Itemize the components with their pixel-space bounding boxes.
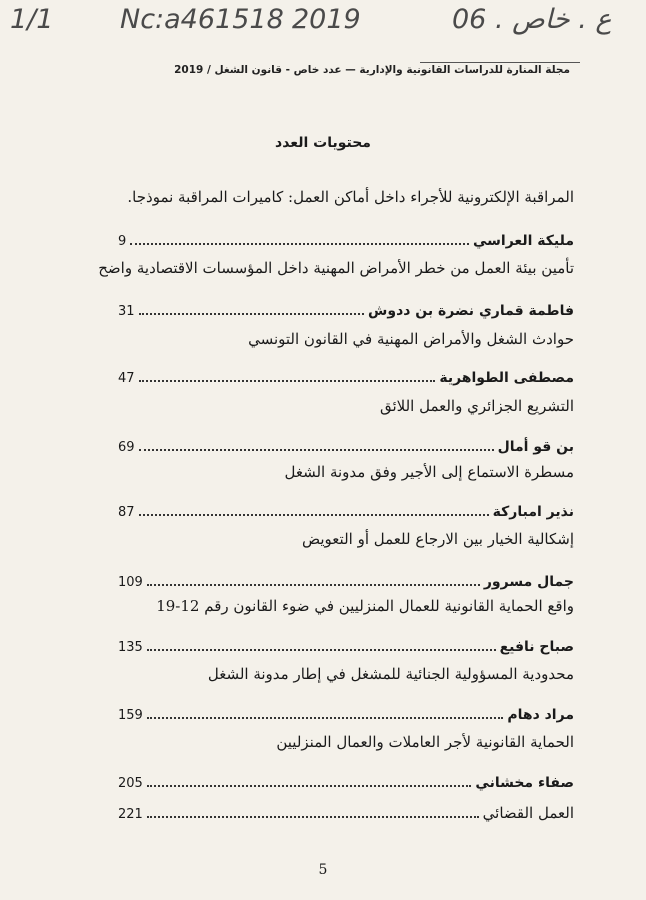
entry-author-line	[118, 430, 574, 454]
handwritten-note: 1/1	[10, 4, 54, 35]
entry-author: نذير امباركة	[492, 504, 574, 520]
entry-author-line	[118, 495, 574, 519]
handwritten-call-number: Nc:a461518	[120, 4, 284, 35]
entry-author-line	[118, 797, 574, 821]
entry-author: صباح نافيع	[499, 639, 574, 655]
entry-author-line	[118, 361, 574, 385]
dot-leader	[147, 816, 479, 818]
entry-title: محدودية المسؤولية الجنائية للمشغل في إطار مدونة الشغل	[207, 665, 574, 683]
entry-author-line	[118, 224, 574, 248]
entry-author: بن قو أمال	[497, 439, 574, 455]
handwritten-year: 2019	[292, 4, 361, 35]
entry-page: 205	[118, 776, 143, 791]
entry-title: واقع الحماية القانونية للعمال المنزليين في ضوء القانون رقم 12-19	[156, 597, 574, 615]
entry-author: جمال مسرور	[483, 574, 574, 590]
entry-page: 159	[118, 708, 143, 723]
dot-leader	[147, 785, 472, 787]
entry-title: مسطرة الاستماع إلى الأجير وفق مدونة الشغل	[284, 463, 574, 481]
entry-title: إشكالية الخيار بين الارجاع للعمل أو التعويض	[302, 530, 574, 548]
header-rule	[420, 62, 580, 63]
entry-page: 31	[118, 304, 135, 319]
dot-leader	[139, 449, 494, 451]
entry-section-heading: العمل القضائي	[482, 804, 574, 822]
running-head: مجلة المنارة للدراسات القانونية والإدارية — عدد خاص - قانون الشغل / 2019	[174, 64, 570, 76]
entry-page: 87	[118, 505, 135, 520]
entry-author-line	[118, 698, 574, 722]
entry-title: الحماية القانونية لأجر العاملات والعمال المنزليين	[276, 733, 574, 751]
entry-title: المراقبة الإلكترونية للأجراء داخل أماكن العمل: كاميرات المراقبة نموذجا.	[127, 188, 574, 206]
entry-title: تأمين بيئة العمل من خطر الأمراض المهنية داخل المؤسسات الاقتصادية واضح	[98, 259, 574, 277]
handwritten-issue: ع . خاص . 06	[452, 4, 612, 35]
entry-page: 221	[118, 807, 143, 822]
entry-page: 135	[118, 640, 143, 655]
entry-page: 47	[118, 371, 135, 386]
page-number: 5	[318, 862, 328, 878]
entry-author: مراد دهام	[507, 707, 574, 723]
entry-author: صفاء مخشاني	[475, 775, 574, 791]
entry-author-line	[118, 565, 574, 589]
entry-page: 9	[118, 234, 127, 249]
dot-leader	[147, 584, 480, 586]
entry-title: التشريع الجزائري والعمل اللائق	[379, 397, 574, 415]
dot-leader	[147, 649, 496, 651]
entry-author-line	[118, 766, 574, 790]
entry-author-line	[118, 630, 574, 654]
dot-leader	[147, 717, 504, 719]
dot-leader	[139, 380, 436, 382]
dot-leader	[130, 243, 469, 245]
toc-title: محتويات العدد	[275, 135, 371, 151]
entry-author: فاطمة قماري نضرة بن ددوش	[368, 303, 574, 319]
entry-page: 69	[118, 440, 135, 455]
dot-leader	[139, 514, 489, 516]
entry-author-line	[118, 294, 574, 318]
entry-author: مصطفى الطواهرية	[439, 370, 574, 386]
dot-leader	[139, 313, 365, 315]
entry-title: حوادث الشغل والأمراض المهنية في القانون التونسي	[248, 330, 574, 348]
entry-page: 109	[118, 575, 143, 590]
entry-author: مليكة العراسي	[472, 233, 574, 249]
